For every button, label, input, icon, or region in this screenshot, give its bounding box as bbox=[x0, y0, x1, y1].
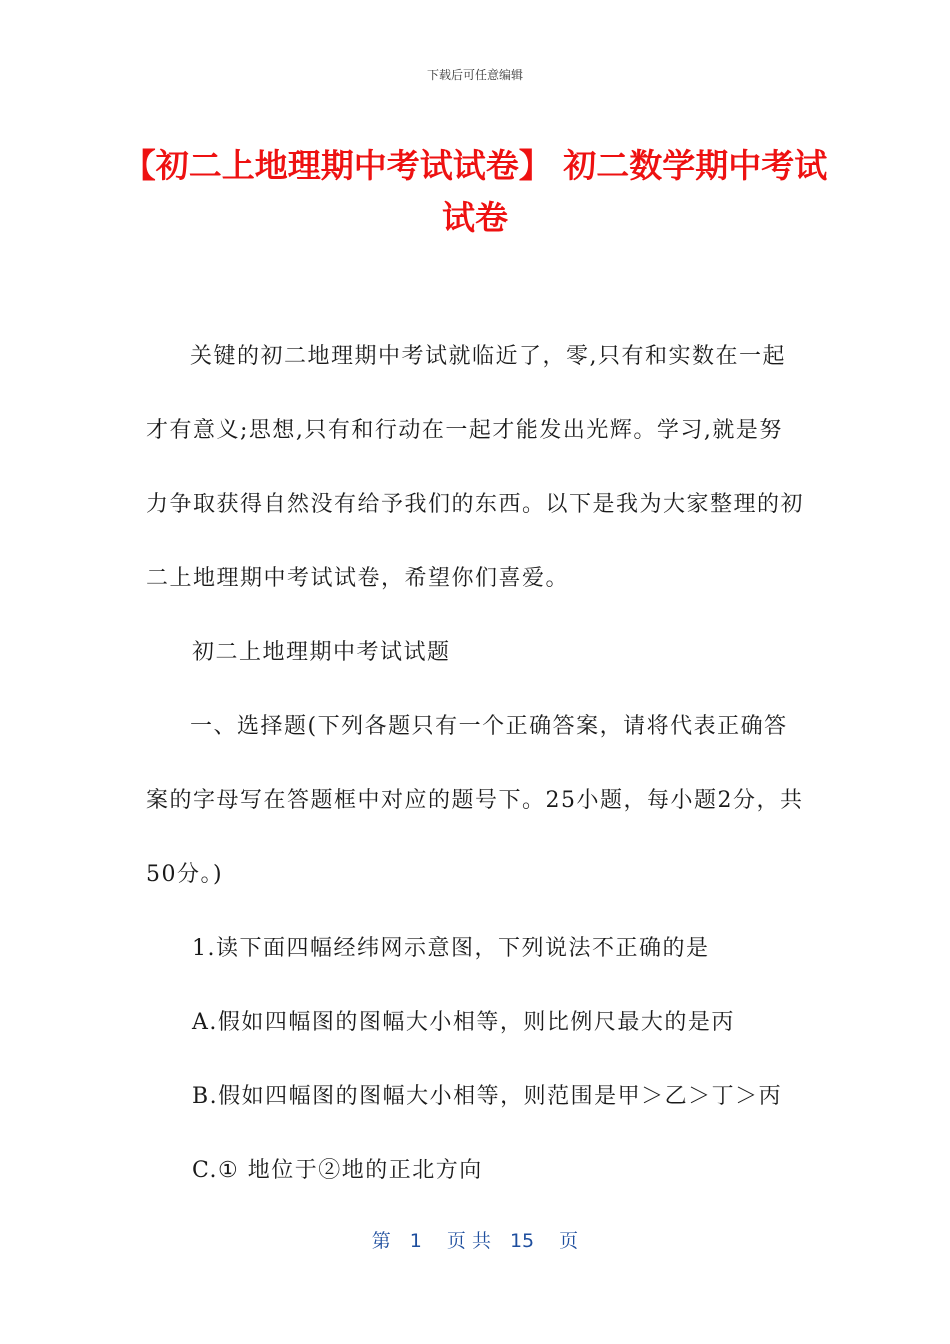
section-heading: 初二上地理期中考试试题 bbox=[192, 640, 451, 665]
question-1: 1.读下面四幅经纬网示意图，下列说法不正确的是 bbox=[192, 936, 710, 961]
intro-paragraph: 关键的初二地理期中考试就临近了，零,只有和实数在一起才有意义;思想,只有和行动在一起才能发出光辉。学习,就是努力争取获得自然没有给予我们的东西。以下是我为大家整理的初二上地理期中考试试卷，希望你们喜爱。 bbox=[146, 344, 805, 591]
document-title: 【初二上地理期中考试试卷】 初二数学期中考试试卷 bbox=[122, 146, 828, 237]
part-one-instructions: 一、选择题(下列各题只有一个正确答案，请将代表正确答案的字母写在答题框中对应的题号下。25小题，每小题2分，共50分。) bbox=[146, 714, 804, 887]
option-c: C.① 地位于②地的正北方向 bbox=[192, 1158, 483, 1183]
document-body bbox=[146, 320, 806, 1208]
option-b: B.假如四幅图的图幅大小相等，则范围是甲＞乙＞丁＞丙 bbox=[192, 1084, 783, 1109]
option-a: A.假如四幅图的图幅大小相等，则比例尺最大的是丙 bbox=[192, 1010, 735, 1035]
header-note: 下载后可任意编辑 bbox=[426, 68, 523, 82]
page-number-footer: 第 1 页 共 15 页 bbox=[371, 1230, 579, 1252]
